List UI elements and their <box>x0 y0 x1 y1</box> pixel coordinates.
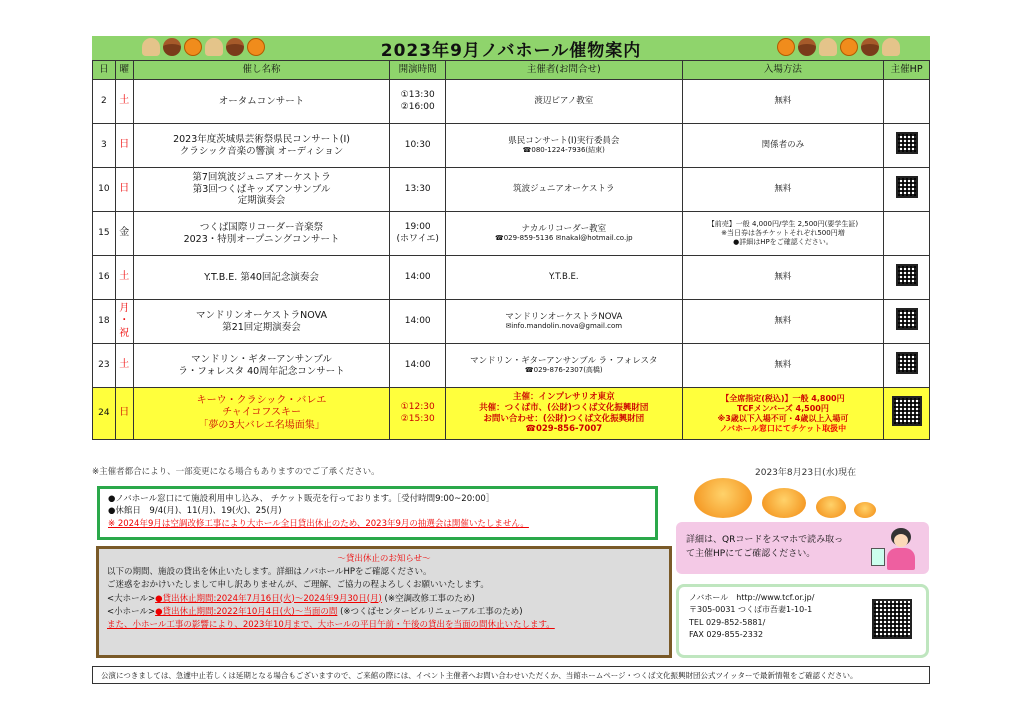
cell-line: マンドリンオーケストラNOVA <box>196 309 327 321</box>
day-cell: 15 <box>93 212 116 256</box>
cell-line: ☎080-1224-7936(結束) <box>522 146 605 155</box>
start-time-cell <box>390 256 446 300</box>
day-cell: 3 <box>93 124 116 168</box>
cell-line: 筑波ジュニアオーケストラ <box>513 184 615 195</box>
pumpkin-icon <box>777 38 795 56</box>
table-row <box>93 168 930 212</box>
qr-guide-line1: 詳細は、QRコードをスマホで読み取っ <box>686 535 844 545</box>
chestnut-icon <box>861 38 879 56</box>
cell-line: 【全席指定(税込)】一般 4,800円 <box>721 393 845 403</box>
table-row <box>93 344 930 388</box>
hall-tel: TEL 029-852-5881/ <box>689 617 766 627</box>
cell-line: ナカルリコーダー教室 <box>521 223 607 234</box>
cell-line: 14:00 <box>404 315 431 326</box>
mushroom-icon <box>142 38 160 56</box>
event-name-cell <box>133 212 390 256</box>
sun-icon <box>816 496 846 518</box>
cell-line: 10:30 <box>404 139 431 150</box>
qr-code-icon[interactable] <box>896 352 918 374</box>
qr-guide-box <box>676 522 929 574</box>
table-body <box>93 80 930 440</box>
cell-line: 渡辺ピアノ教室 <box>534 96 594 107</box>
column-header: 開演時間 <box>390 61 446 80</box>
sun-illustration <box>690 478 910 524</box>
weekday-cell: 日 <box>115 124 133 168</box>
suspension-line2: ご迷惑をおかけいたしまして申し訳ありませんが、ご理解、ご協力の程よろしくお願いいたします。 <box>107 580 489 591</box>
suspension-heading: ～貸出休止のお知らせ～ <box>337 554 431 564</box>
cell-line: 無料 <box>774 272 792 283</box>
homepage-qr-cell <box>884 124 930 168</box>
day-cell: 24 <box>93 388 116 440</box>
start-time-cell <box>390 344 446 388</box>
hall-fax: FAX 029-855-2332 <box>689 630 764 640</box>
admission-cell <box>682 300 884 344</box>
cell-line: 「夢の3大バレエ名場面集」 <box>198 419 325 431</box>
organizer-cell <box>445 124 682 168</box>
homepage-qr-cell <box>884 256 930 300</box>
cell-line: Y.T.B.E. <box>548 272 579 283</box>
admission-cell <box>682 80 884 124</box>
organizer-cell <box>445 212 682 256</box>
autumn-decoration-right <box>777 38 900 56</box>
qr-code-icon[interactable] <box>896 264 918 286</box>
cell-line: ①12:30 <box>400 402 435 413</box>
admission-cell <box>682 212 884 256</box>
start-time-cell <box>390 80 446 124</box>
column-header: 主催者(お問合せ) <box>445 61 682 80</box>
qr-code-icon[interactable] <box>896 308 918 330</box>
cell-line: ☎029-856-7007 <box>525 424 603 435</box>
cell-line: 14:00 <box>404 359 431 370</box>
column-header: 日 <box>93 61 116 80</box>
cell-line: お問い合わせ：(公財)つくば文化振興財団 <box>483 413 645 424</box>
column-header: 入場方法 <box>682 61 884 80</box>
chestnut-icon <box>163 38 181 56</box>
weekday-cell: 日 <box>115 168 133 212</box>
footer-notice: 公演につきましては、急遽中止若しくは延期となる場合もございますので、ご来館の際には、イベント主催者へお問い合わせいただくか、当館ホームページ・つくば文化振興財団公式ツイッターで最新情報をご確認ください。 <box>92 666 930 684</box>
weekday-suspension: また、小ホール工事の影響により、2023年10月まで、大ホールの平日午前・午後の貸出を当面の間休止いたします。 <box>107 619 555 630</box>
suspension-notice-box <box>96 546 672 658</box>
cell-line: 2023年度茨城県芸術祭県民コンサート(Ⅰ) <box>173 133 350 145</box>
cell-line: 共催：つくば市、(公財)つくば文化振興財団 <box>479 402 649 413</box>
mushroom-icon <box>819 38 837 56</box>
chestnut-icon <box>226 38 244 56</box>
homepage-qr-cell <box>884 388 930 440</box>
sun-icon <box>694 478 752 518</box>
admission-cell <box>682 168 884 212</box>
cell-line: ①13:30 <box>400 90 435 101</box>
cell-line: ✉info.mandolin.nova@gmail.com <box>505 322 623 331</box>
cell-line: (ホワイエ) <box>396 233 439 244</box>
column-header: 曜 <box>115 61 133 80</box>
day-cell: 16 <box>93 256 116 300</box>
cell-line: マンドリン・ギターアンサンブル ラ・フォレスタ <box>470 355 658 366</box>
weekday-cell: 月 ・ 祝 <box>115 300 133 344</box>
cell-line: 19:00 <box>404 222 431 233</box>
homepage-qr-cell <box>884 168 930 212</box>
start-time-cell <box>390 388 446 440</box>
event-name-cell <box>133 388 390 440</box>
cell-line: TCFメンバーズ 4,500円 <box>736 403 829 413</box>
lottery-notice: ※ 2024年9月は空調改修工事により大ホール全日貸出休止のため、2023年9月の抽選会は開催いたしません。 <box>108 518 529 529</box>
person-with-phone-icon <box>881 526 921 570</box>
weekday-cell: 土 <box>115 256 133 300</box>
organizer-cell <box>445 344 682 388</box>
qr-guide-line2: て主催HPにてご確認ください。 <box>686 548 816 559</box>
cell-line: マンドリンオーケストラNOVA <box>505 311 623 322</box>
events-table <box>92 60 930 440</box>
day-cell: 2 <box>93 80 116 124</box>
start-time-cell <box>390 168 446 212</box>
cell-line: ノバホール窓口にてチケット取扱中 <box>719 423 847 433</box>
qr-code-icon[interactable] <box>896 132 918 154</box>
qr-code-icon[interactable] <box>872 599 912 639</box>
homepage-qr-cell <box>884 212 930 256</box>
mushroom-icon <box>205 38 223 56</box>
cell-line: ※当日券は各チケットそれぞれ500円増 <box>721 229 845 238</box>
small-hall-suspension: <小ホール>●貸出休止期間:2022年10月4日(火)～当面の間 (※つくばセンタービルリニューアル工事のため) <box>107 606 523 617</box>
column-header: 催し名称 <box>133 61 390 80</box>
cell-line: 県民コンサート(Ⅰ)実行委員会 <box>508 135 620 146</box>
chestnut-icon <box>798 38 816 56</box>
info-box-reception <box>97 486 658 540</box>
as-of-date: 2023年8月23日(水)現在 <box>755 468 857 478</box>
table-row <box>93 124 930 168</box>
weekday-cell: 土 <box>115 80 133 124</box>
cell-line: チャイコフスキー <box>222 407 301 419</box>
event-name-cell <box>133 80 390 124</box>
cell-line: ☎029-876-2307(高橋) <box>524 366 603 375</box>
suspension-line1: 以下の期間、施設の貸出を休止いたします。詳細はノバホールHPをご確認ください。 <box>107 567 432 578</box>
autumn-decoration-left <box>142 38 265 56</box>
cell-line: 2023・特別オープニングコンサート <box>183 233 340 245</box>
organizer-cell <box>445 168 682 212</box>
organizer-cell <box>445 300 682 344</box>
cell-line: ☎029-859-5136 ✉nakal@hotmail.co.jp <box>494 234 633 243</box>
cell-line: キーウ・クラシック・バレエ <box>196 394 327 406</box>
cell-line: ラ・フォレスタ 40周年記念コンサート <box>178 365 345 377</box>
cell-line: オータムコンサート <box>218 95 305 107</box>
cell-line: 第7回筑波ジュニアオーケストラ <box>192 171 331 183</box>
start-time-cell <box>390 300 446 344</box>
table-row <box>93 80 930 124</box>
day-cell: 18 <box>93 300 116 344</box>
title-bar <box>92 36 930 60</box>
table-row <box>93 256 930 300</box>
start-time-cell <box>390 124 446 168</box>
mushroom-icon <box>882 38 900 56</box>
event-name-cell <box>133 300 390 344</box>
large-hall-suspension: <大ホール>●貸出休止期間:2024年7月16日(火)～2024年9月30日(月) (※空調改修工事のため) <box>107 593 475 604</box>
day-cell: 23 <box>93 344 116 388</box>
cell-line: 【前売】一般 4,000円/学生 2,500円(要学生証) <box>707 220 859 229</box>
admission-cell <box>682 344 884 388</box>
table-row <box>93 388 930 440</box>
contact-box <box>676 584 929 658</box>
organizer-cell <box>445 80 682 124</box>
sun-icon <box>854 502 876 518</box>
weekday-cell: 金 <box>115 212 133 256</box>
start-time-cell <box>390 212 446 256</box>
cell-line: 無料 <box>774 360 792 371</box>
pumpkin-icon <box>184 38 202 56</box>
table-row <box>93 300 930 344</box>
event-name-cell <box>133 344 390 388</box>
organizer-cell <box>445 256 682 300</box>
cell-line: 定期演奏会 <box>237 195 286 207</box>
cell-line: Y.T.B.E. 第40回記念演奏会 <box>204 271 319 283</box>
cell-line: 14:00 <box>404 271 431 282</box>
hall-address: 〒305-0031 つくば市吾妻1-10-1 <box>689 605 813 615</box>
qr-code-icon[interactable] <box>892 396 922 426</box>
table-row <box>93 212 930 256</box>
cell-line: つくば国際リコーダー音楽祭 <box>199 221 324 233</box>
admission-cell <box>682 388 884 440</box>
day-cell: 10 <box>93 168 116 212</box>
cell-line: マンドリン・ギターアンサンブル <box>191 353 332 365</box>
qr-code-icon[interactable] <box>896 176 918 198</box>
sun-icon <box>762 488 806 518</box>
event-name-cell <box>133 124 390 168</box>
cell-line: 関係者のみ <box>761 140 805 151</box>
pumpkin-icon <box>247 38 265 56</box>
pumpkin-icon <box>840 38 858 56</box>
cell-line: 主催：インプレサリオ東京 <box>513 392 615 403</box>
homepage-qr-cell <box>884 344 930 388</box>
weekday-cell: 土 <box>115 344 133 388</box>
cell-line: 第21回定期演奏会 <box>222 321 301 333</box>
homepage-qr-cell <box>884 80 930 124</box>
closed-days: ●休館日 9/4(月)、11(月)、19(火)、25(月) <box>108 506 282 517</box>
table-header-row <box>93 61 930 80</box>
cell-line: ②15:30 <box>400 413 435 424</box>
cell-line: ※3歳以下入場不可・4歳以上入場可 <box>717 413 849 423</box>
cell-line: 無料 <box>774 184 792 195</box>
cell-line: ●詳細はHPをご確認ください。 <box>733 237 833 246</box>
organizer-cell <box>445 388 682 440</box>
cell-line: 無料 <box>774 316 792 327</box>
cell-line: 13:30 <box>404 183 431 194</box>
cell-line: ②16:00 <box>400 101 435 112</box>
admission-cell <box>682 256 884 300</box>
homepage-qr-cell <box>884 300 930 344</box>
hall-website[interactable]: ノバホール http://www.tcf.or.jp/ <box>689 593 815 602</box>
weekday-cell: 日 <box>115 388 133 440</box>
cell-line: 第3回つくばキッズアンサンブル <box>192 183 331 195</box>
change-notice: ※主催者都合により、一部変更になる場合もありますのでご了承ください。 <box>92 467 380 477</box>
reception-hours: ●ノバホール窓口にて施設利用申し込み、 チケット販売を行っております。［受付時間9:00~20:00］ <box>108 494 495 504</box>
page-title: 2023年9月ノバホール催物案内 <box>380 40 642 61</box>
event-name-cell <box>133 256 390 300</box>
cell-line: 無料 <box>774 96 792 107</box>
event-name-cell <box>133 168 390 212</box>
admission-cell <box>682 124 884 168</box>
cell-line: クラシック音楽の響演 オーディション <box>179 145 344 157</box>
column-header: 主催HP <box>884 61 930 80</box>
